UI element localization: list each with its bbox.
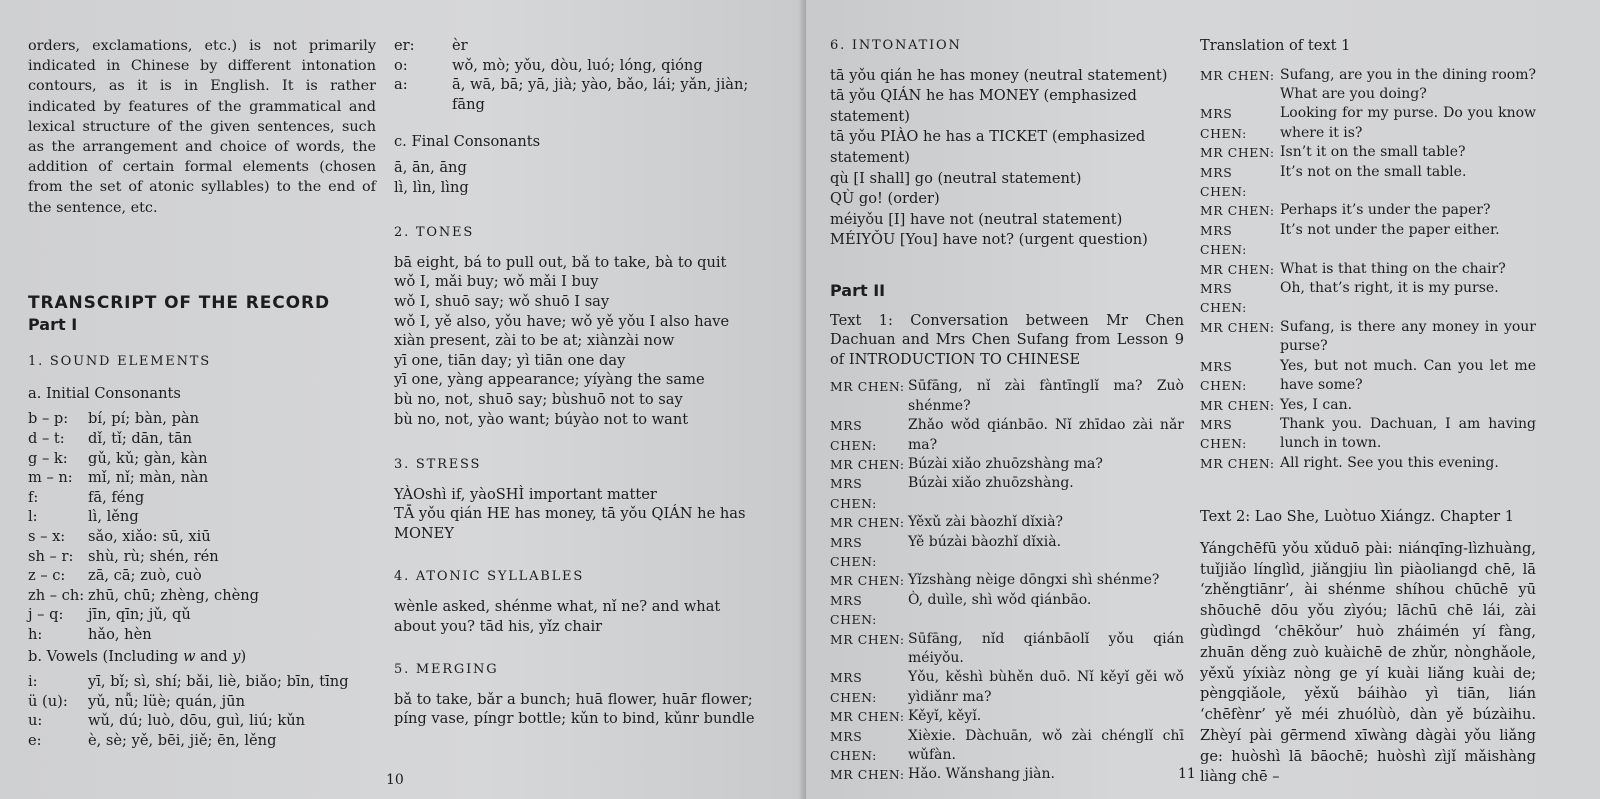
row-label: d – t: bbox=[28, 430, 65, 448]
dialogue-text: Zhǎo wǒd qiánbāo. Nǐ zhīdao zài nǎr ma? bbox=[908, 417, 1184, 453]
final-consonant-line: lì, lìn, lìng bbox=[394, 178, 469, 196]
dialogue-line bbox=[1200, 318, 1536, 357]
row-label: m – n: bbox=[28, 469, 73, 487]
initial-consonant-row bbox=[28, 586, 376, 606]
row-label: e: bbox=[28, 731, 42, 749]
tones-line: wǒ I, mǎi buy; wǒ mǎi I buy bbox=[394, 273, 599, 291]
row-value: mǐ, nǐ; màn, nàn bbox=[88, 469, 209, 487]
dialogue-text: Looking for my purse. Do you know where it is? bbox=[1280, 105, 1536, 141]
dialogue-text: Sufang, is there any money in your purse? bbox=[1280, 318, 1536, 355]
tones-line: bù no, not, yào want; búyào not to want bbox=[394, 410, 689, 428]
dialogue-text: What is that thing on the chair? bbox=[1280, 260, 1506, 277]
dialogue-text: Oh, that’s right, it is my purse. bbox=[1280, 280, 1499, 297]
row-value: fā, féng bbox=[88, 488, 145, 506]
dialogue-speaker: MR CHEN: bbox=[1200, 319, 1275, 335]
merging-text: bǎ to take, bǎr a bunch; huā flower, huār flower; píng vase, píngr bottle; kǔn to bind, kǔnr bundle bbox=[394, 690, 755, 728]
initial-consonants-title: a. Initial Consonants bbox=[28, 384, 181, 402]
vowels-continued-list bbox=[394, 36, 760, 114]
dialogue-text: Kěyǐ, kěyǐ. bbox=[908, 708, 982, 725]
row-value: sǎo, xiǎo: sū, xiū bbox=[88, 527, 211, 545]
row-value: hǎo, hèn bbox=[88, 625, 152, 643]
text1-intro: Text 1: Conversation between Mr Chen Dachuan and Mrs Chen Sufang from Lesson 9 of INTRODUCTION TO CHINESE bbox=[830, 311, 1184, 368]
dialogue-line bbox=[1200, 279, 1536, 318]
vowels-title: b. Vowels (Including w and y) bbox=[28, 647, 247, 665]
dialogue-line bbox=[830, 474, 1184, 513]
row-value: zhū, chū; zhèng, chèng bbox=[88, 586, 259, 604]
stress-line: YÀOshì if, yàoSHÌ important matter bbox=[394, 485, 657, 503]
dialogue-chinese bbox=[830, 377, 1184, 785]
text2-paragraph: Yángchēfū yǒu xǔduō pài: niánqīng-lìzhuàng, tuǐjiǎo línglìd, jiǎngjiu lìn piàoliangd chē, lā ‘zhěngtiānr’, ài shénme shíhou chūchē yū shōuchē dōu yǒu zìyóu; lāchū chē lái, zài gùdìngd ‘chēkǒur’ huò zháimén yí fàng, zhuān děng zuò kuàichē de zhǔr, nònghǎole, yěxǔ yíxiàz nòng ge yí kuài liǎng kuài de; pèngqiǎole, yěxǔ báihào yì tiān, lián ‘chēfènr’ yě méi zhuólùò, dàn yě búzàihu. Zhèyí pài gērmend xīwàng dàgài yǒu liǎng ge: huòshì lā bāochē; huòshì zìjǐ mǎishàng liàng chē – bbox=[1200, 539, 1536, 786]
dialogue-text: Sūfāng, nǐd qiánbāolǐ yǒu qián méiyǒu. bbox=[908, 630, 1184, 666]
vowel-row bbox=[394, 56, 760, 76]
dialogue-text: Búzài xiǎo zhuōzshàng ma? bbox=[908, 455, 1103, 472]
dialogue-text: Yě búzài bàozhǐ dǐxià. bbox=[908, 533, 1062, 550]
vowel-row bbox=[394, 36, 760, 56]
row-label: j – q: bbox=[28, 606, 64, 624]
row-label: er: bbox=[394, 37, 415, 54]
stress-list bbox=[394, 485, 760, 544]
dialogue-speaker: MRS CHEN: bbox=[830, 534, 877, 569]
vowel-row bbox=[28, 692, 376, 712]
section-title-merging: 5. MERGING bbox=[394, 662, 499, 678]
dialogue-speaker: MRS CHEN: bbox=[1200, 358, 1247, 394]
dialogue-line bbox=[830, 727, 1184, 766]
row-value: wǔ, dú; luò, dōu, guì, liú; kǔn bbox=[88, 712, 306, 730]
dialogue-text: Sūfāng, nǐ zài fàntīnglǐ ma? Zuò shénme? bbox=[908, 378, 1184, 414]
dialogue-speaker: MR CHEN: bbox=[830, 709, 905, 725]
row-value: yǔ, nǚ; lüè; quán, jūn bbox=[88, 692, 245, 710]
row-value: wǒ, mò; yǒu, dòu, luó; lóng, qióng bbox=[452, 56, 703, 74]
initial-consonant-row bbox=[28, 547, 376, 567]
tones-line: bā eight, bá to pull out, bǎ to take, bà to quit bbox=[394, 253, 727, 271]
dialogue-line bbox=[1200, 396, 1536, 415]
intonation-line: tā yǒu QIÁN he has MONEY (emphasized statement) bbox=[830, 87, 1137, 125]
dialogue-speaker: MRS CHEN: bbox=[830, 592, 877, 628]
dialogue-speaker: MR CHEN: bbox=[830, 631, 905, 647]
dialogue-line bbox=[1200, 163, 1536, 202]
dialogue-text: Yes, but not much. Can you let me have some? bbox=[1280, 357, 1536, 394]
dialogue-line bbox=[830, 765, 1184, 784]
tones-list bbox=[394, 253, 760, 429]
dialogue-line bbox=[830, 630, 1184, 669]
intonation-line: tā yǒu PIÀO he has a TICKET (emphasized statement) bbox=[830, 128, 1146, 166]
row-value: è, sè; yě, bēi, jiě; ēn, lěng bbox=[88, 731, 277, 749]
left-page-second-column bbox=[394, 36, 760, 729]
final-consonant-line: ā, ān, āng bbox=[394, 158, 467, 176]
section-title-intonation: 6. INTONATION bbox=[830, 38, 962, 53]
atonic-text: wènle asked, shénme what, nǐ ne? and what about you? tād his, yǐz chair bbox=[394, 598, 721, 635]
row-label: l: bbox=[28, 508, 38, 526]
intonation-list bbox=[830, 66, 1184, 251]
dialogue-line bbox=[830, 455, 1184, 474]
part-one-heading: Part I bbox=[28, 314, 78, 334]
initial-consonant-row bbox=[28, 429, 376, 449]
final-consonants-list bbox=[394, 158, 760, 197]
intonation-line: tā yǒu qián he has money (neutral statement) bbox=[830, 66, 1168, 84]
dialogue-speaker: MRS CHEN: bbox=[1200, 281, 1247, 316]
initial-consonant-row bbox=[28, 449, 376, 469]
dialogue-text: Isn’t it on the small table? bbox=[1280, 144, 1466, 161]
right-page-second-column bbox=[1200, 36, 1536, 788]
text2-title: Text 2: Lao She, Luòtuo Xiángz. Chapter 1 bbox=[1200, 508, 1514, 526]
row-label: i: bbox=[28, 673, 38, 691]
dialogue-line bbox=[830, 571, 1184, 590]
stress-line: TĀ yǒu qián HE has money, tā yǒu QIÁN he has MONEY bbox=[394, 505, 746, 542]
dialogue-speaker: MR CHEN: bbox=[830, 379, 905, 395]
transcript-heading: TRANSCRIPT OF THE RECORD bbox=[28, 292, 330, 313]
dialogue-text: Yes, I can. bbox=[1280, 396, 1353, 413]
intonation-line: QÙ go! (order) bbox=[830, 190, 940, 208]
final-consonants-title: c. Final Consonants bbox=[394, 133, 541, 151]
dialogue-line bbox=[830, 513, 1184, 532]
dialogue-line bbox=[830, 591, 1184, 630]
page-number-right: 11 bbox=[1178, 766, 1196, 782]
row-label: ü (u): bbox=[28, 692, 68, 710]
vowel-row bbox=[28, 672, 376, 692]
row-label: g – k: bbox=[28, 449, 68, 467]
row-value: lì, lěng bbox=[88, 508, 139, 526]
dialogue-text: It’s not under the paper either. bbox=[1280, 221, 1500, 238]
dialogue-line bbox=[1200, 357, 1536, 396]
left-column bbox=[28, 36, 376, 751]
row-label: s – x: bbox=[28, 527, 66, 545]
dialogue-speaker: MR CHEN: bbox=[830, 767, 905, 783]
dialogue-text: Hǎo. Wǎnshang jiàn. bbox=[908, 766, 1055, 783]
dialogue-speaker: MR CHEN: bbox=[830, 573, 905, 589]
section-title-sound-elements: 1. SOUND ELEMENTS bbox=[28, 353, 211, 369]
section-title-stress: 3. STRESS bbox=[394, 457, 482, 473]
dialogue-text: Perhaps it’s under the paper? bbox=[1280, 202, 1491, 219]
dialogue-text: Xièxie. Dàchuān, wǒ zài chénglǐ chī wǔfàn. bbox=[908, 727, 1184, 764]
row-value: zā, cā; zuò, cuò bbox=[88, 567, 202, 585]
translation-title: Translation of text 1 bbox=[1200, 37, 1351, 54]
dialogue-text: Ò, duìle, shì wǒd qiánbāo. bbox=[908, 591, 1092, 608]
initial-consonant-row bbox=[28, 507, 376, 527]
dialogue-text: Sufang, are you in the dining room? What are you doing? bbox=[1280, 66, 1536, 102]
row-label: b – p: bbox=[28, 410, 69, 428]
dialogue-speaker: MRS CHEN: bbox=[830, 418, 877, 453]
initial-consonant-row bbox=[28, 625, 376, 645]
initial-consonant-row bbox=[28, 488, 376, 508]
dialogue-speaker: MRS CHEN: bbox=[830, 476, 877, 511]
row-value: shù, rù; shén, rén bbox=[88, 547, 219, 565]
dialogue-english bbox=[1200, 66, 1536, 474]
dialogue-line bbox=[830, 668, 1184, 707]
row-label: o: bbox=[394, 56, 408, 74]
dialogue-line bbox=[830, 707, 1184, 726]
dialogue-speaker: MR CHEN: bbox=[1200, 455, 1275, 471]
dialogue-text: Thank you. Dachuan, I am having lunch in town. bbox=[1280, 415, 1536, 452]
row-value: jīn, qīn; jǔ, qǔ bbox=[88, 606, 191, 624]
dialogue-speaker: MR CHEN: bbox=[1200, 67, 1275, 83]
vowels-list bbox=[28, 672, 376, 750]
row-label: u: bbox=[28, 712, 43, 730]
dialogue-speaker: MRS CHEN: bbox=[1200, 416, 1247, 452]
vowel-row bbox=[28, 711, 376, 731]
intonation-line: MÉIYǑU [You] have not? (urgent question) bbox=[830, 231, 1148, 249]
row-value: èr bbox=[452, 37, 468, 54]
tones-line: xiàn present, zài to be at; xiànzài now bbox=[394, 332, 675, 350]
row-label: a: bbox=[394, 76, 408, 94]
dialogue-line bbox=[1200, 415, 1536, 454]
vowel-row bbox=[28, 731, 376, 751]
initial-consonant-row bbox=[28, 527, 376, 547]
section-title-tones: 2. TONES bbox=[394, 225, 475, 241]
section-title-atonic: 4. ATONIC SYLLABLES bbox=[394, 569, 585, 585]
dialogue-line bbox=[830, 377, 1184, 416]
dialogue-line bbox=[1200, 143, 1536, 162]
dialogue-line bbox=[1200, 104, 1536, 143]
row-label: sh – r: bbox=[28, 547, 74, 565]
dialogue-speaker: MRS CHEN: bbox=[830, 670, 877, 705]
dialogue-line bbox=[1200, 260, 1536, 279]
dialogue-line bbox=[1200, 221, 1536, 260]
dialogue-speaker: MRS CHEN: bbox=[1200, 164, 1247, 200]
dialogue-text: Yǐzshàng nèige dōngxi shì shénme? bbox=[908, 572, 1160, 589]
dialogue-line bbox=[1200, 201, 1536, 220]
dialogue-speaker: MR CHEN: bbox=[830, 456, 905, 472]
tones-line: yī one, tiān day; yì tiān one day bbox=[394, 351, 626, 369]
dialogue-text: Búzài xiǎo zhuōzshàng. bbox=[908, 475, 1074, 492]
part-two-heading: Part II bbox=[830, 280, 886, 300]
page-number-left: 10 bbox=[386, 772, 404, 788]
dialogue-speaker: MR CHEN: bbox=[1200, 397, 1275, 413]
row-value: bí, pí; bàn, pàn bbox=[88, 410, 200, 428]
row-value: dǐ, tǐ; dān, tān bbox=[88, 430, 193, 448]
tones-line: wǒ I, yě also, yǒu have; wǒ yě yǒu I also have bbox=[394, 312, 730, 330]
row-label: h: bbox=[28, 625, 43, 643]
dialogue-text: Yěxǔ zài bàozhǐ dǐxià? bbox=[908, 514, 1064, 531]
dialogue-text: It’s not on the small table. bbox=[1280, 163, 1467, 180]
intonation-line: méiyǒu [I] have not (neutral statement) bbox=[830, 210, 1123, 228]
dialogue-text: Yǒu, kěshì bùhěn duō. Nǐ kěyǐ gěi wǒ yìdiǎnr ma? bbox=[908, 669, 1184, 705]
dialogue-line bbox=[1200, 454, 1536, 473]
initial-consonant-row bbox=[28, 409, 376, 429]
tones-line: yī one, yàng appearance; yíyàng the same bbox=[394, 371, 705, 389]
dialogue-line bbox=[1200, 66, 1536, 105]
row-value: gǔ, kǔ; gàn, kàn bbox=[88, 449, 208, 467]
dialogue-speaker: MRS CHEN: bbox=[830, 728, 877, 764]
tones-line: wǒ I, shuō say; wǒ shuō I say bbox=[394, 292, 610, 310]
right-page-first-column bbox=[830, 36, 1184, 785]
vowel-row bbox=[394, 75, 760, 114]
row-label: z – c: bbox=[28, 567, 66, 585]
initial-consonants-list bbox=[28, 409, 376, 644]
dialogue-speaker: MR CHEN: bbox=[830, 515, 905, 531]
row-label: f: bbox=[28, 488, 39, 506]
row-label: zh – ch: bbox=[28, 586, 85, 604]
dialogue-speaker: MRS CHEN: bbox=[1200, 222, 1247, 258]
dialogue-speaker: MR CHEN: bbox=[1200, 203, 1275, 219]
dialogue-speaker: MR CHEN: bbox=[1200, 261, 1275, 277]
initial-consonant-row bbox=[28, 468, 376, 488]
initial-consonant-row bbox=[28, 566, 376, 586]
row-value: yī, bǐ; sì, shí; bǎi, liè, biǎo; bīn, tīng bbox=[88, 673, 349, 691]
intro-paragraph: orders, exclamations, etc.) is not primarily indicated in Chinese by different intonation contours, as it is in English. It is rather indicated by features of the grammatical and lexical structure of the given sentences, such as the arrangement and choice of words, the addition of certain formal elements (chosen from the set of atonic syllables) to the end of the sentence, etc. bbox=[28, 38, 376, 216]
dialogue-text: All right. See you this evening. bbox=[1280, 454, 1499, 471]
intonation-line: qù [I shall] go (neutral statement) bbox=[830, 169, 1082, 187]
dialogue-speaker: MR CHEN: bbox=[1200, 145, 1275, 161]
initial-consonant-row bbox=[28, 605, 376, 625]
dialogue-line bbox=[830, 416, 1184, 455]
dialogue-line bbox=[830, 533, 1184, 572]
dialogue-speaker: MRS CHEN: bbox=[1200, 106, 1247, 141]
row-value: ā, wā, bā; yā, jià; yào, bǎo, lái; yǎn, jiàn; fāng bbox=[452, 76, 749, 113]
right-page bbox=[806, 0, 1600, 799]
tones-line: bù no, not, shuō say; bùshuō not to say bbox=[394, 390, 683, 408]
